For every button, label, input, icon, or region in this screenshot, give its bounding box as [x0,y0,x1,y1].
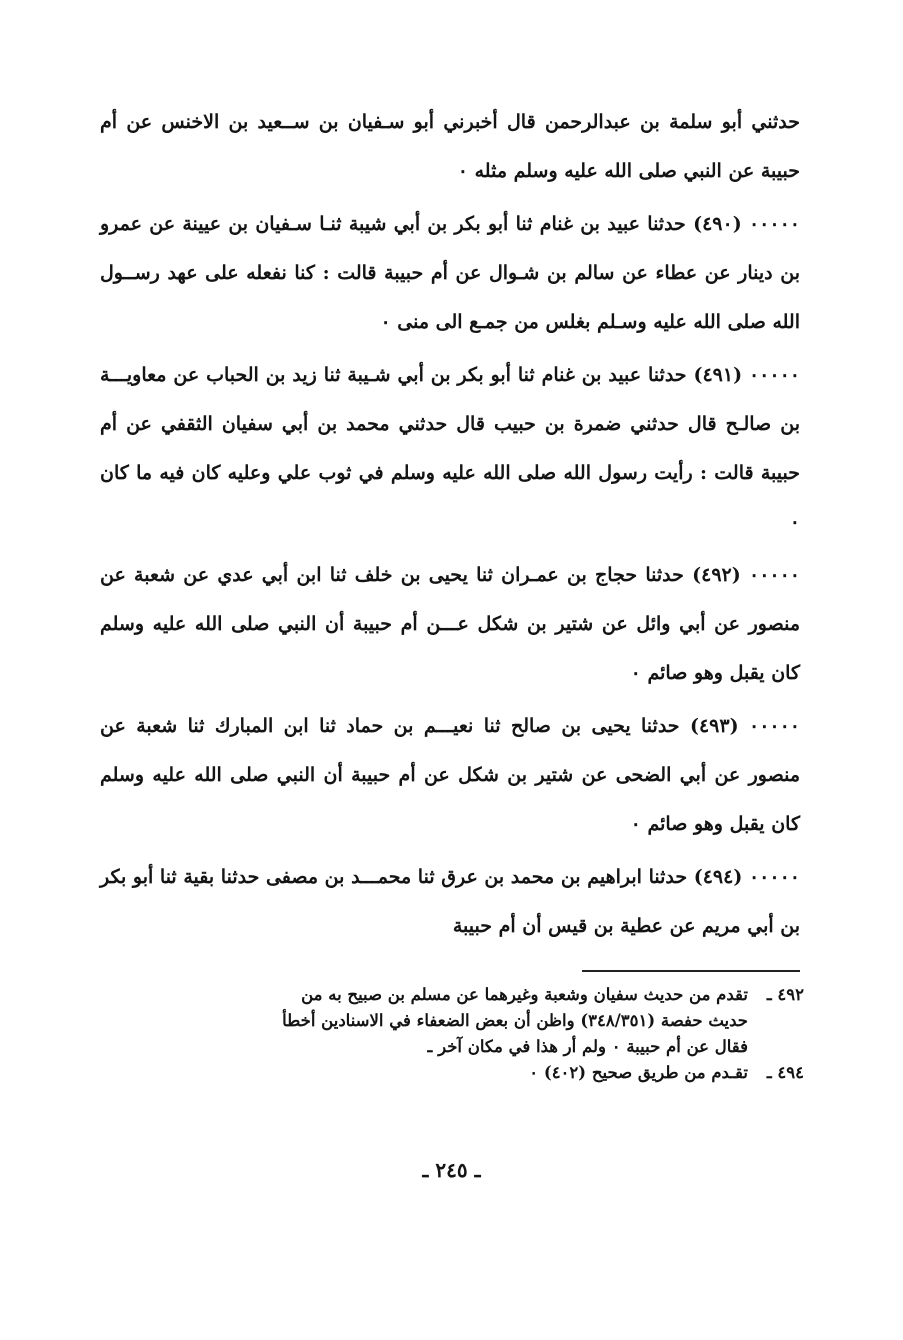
footnote-line: فقال عن أم حبيبة ٠ ولم أر هذا في مكان آخر ـ [427,1037,748,1056]
footnote-number: ٤٩٢ ـ [766,985,804,1004]
footnote-492 [96,982,804,1008]
footnote-line: تقدم من حديث سفيان وشعبة وغيرهما عن مسلم بن صبيح به من [301,985,748,1004]
footnote-number: ٤٩٤ ـ [766,1063,804,1082]
footnote-line: حديث حفصة (٣٤٨/٣٥١) واظن أن بعض الضعفاء في الاسنادين أخطأ [282,1011,748,1030]
hadith-492: ٠٠٠٠٠ (٤٩٢) حدثنا حجاج بن عمـران ثنا يحيى بن خلف ثنا ابن أبي عدي عن شعبة عن منصور عن أبي وائل عن شتير بن شكل عـــن أم حبيبة أن النبي صلى الله عليه وسلم كان يقبل وهو صائم ٠ [100,564,801,684]
paragraph-continuation: حدثني أبو سلمة بن عبدالرحمن قال أخبرني أبو سـفيان بن ســعيد بن الاخنس عن أم حبيبة عن النبي صلى الله عليه وسلم مثله ٠ [100,111,800,182]
footnote-line: تقـدم من طريق صحيح (٤٠٢) ٠ [529,1063,748,1082]
main-text [100,98,800,955]
hadith-494: ٠٠٠٠٠ (٤٩٤) حدثنا ابراهيم بن محمد بن عرق ثنا محمـــد بن مصفى حدثنا بقية ثنا أبو بكر بن أبي مريم عن عطية بن قيس أن أم حبيبة [100,866,800,937]
hadith-490: ٠٠٠٠٠ (٤٩٠) حدثنا عبيد بن غنام ثنا أبو بكر بن أبي شيبة ثنـا سـفيان بن عيينة عن عمرو بن دينار عن عطاء عن سالم بن شـوال عن أم حبيبة قالت : كنا نفعله على عهد رســول الله صلى الله عليه وسـلم بغلس من جمـع الى منى ٠ [100,213,800,333]
footnote-494 [96,1060,804,1086]
hadith-491: ٠٠٠٠٠ (٤٩١) حدثنا عبيد بن غنام ثنا أبو بكر بن أبي شـيبة ثنا زيد بن الحباب عن معاويـــة بن صالـح قال حدثني ضمرة بن حبيب قال حدثني محمد بن أبي سفيان الثقفي عن أم حبيبة قالت : رأيت رسول الله صلى الله عليه وسلم في ثوب علي وعليه كان فيه ما كان ٠ [100,364,800,533]
footnotes [96,982,804,1086]
footnote-separator [582,970,800,972]
hadith-493: ٠٠٠٠٠ (٤٩٣) حدثنا يحيى بن صالح ثنا نعيـــم بن حماد ثنا ابن المبارك ثنا شعبة عن منصور عن أبي الضحى عن شتير بن شكل عن أم حبيبة أن النبي صلى الله عليه وسلم كان يقبل وهو صائم ٠ [100,715,801,835]
page-number: ـ ٢٤٥ ـ [422,1158,481,1182]
